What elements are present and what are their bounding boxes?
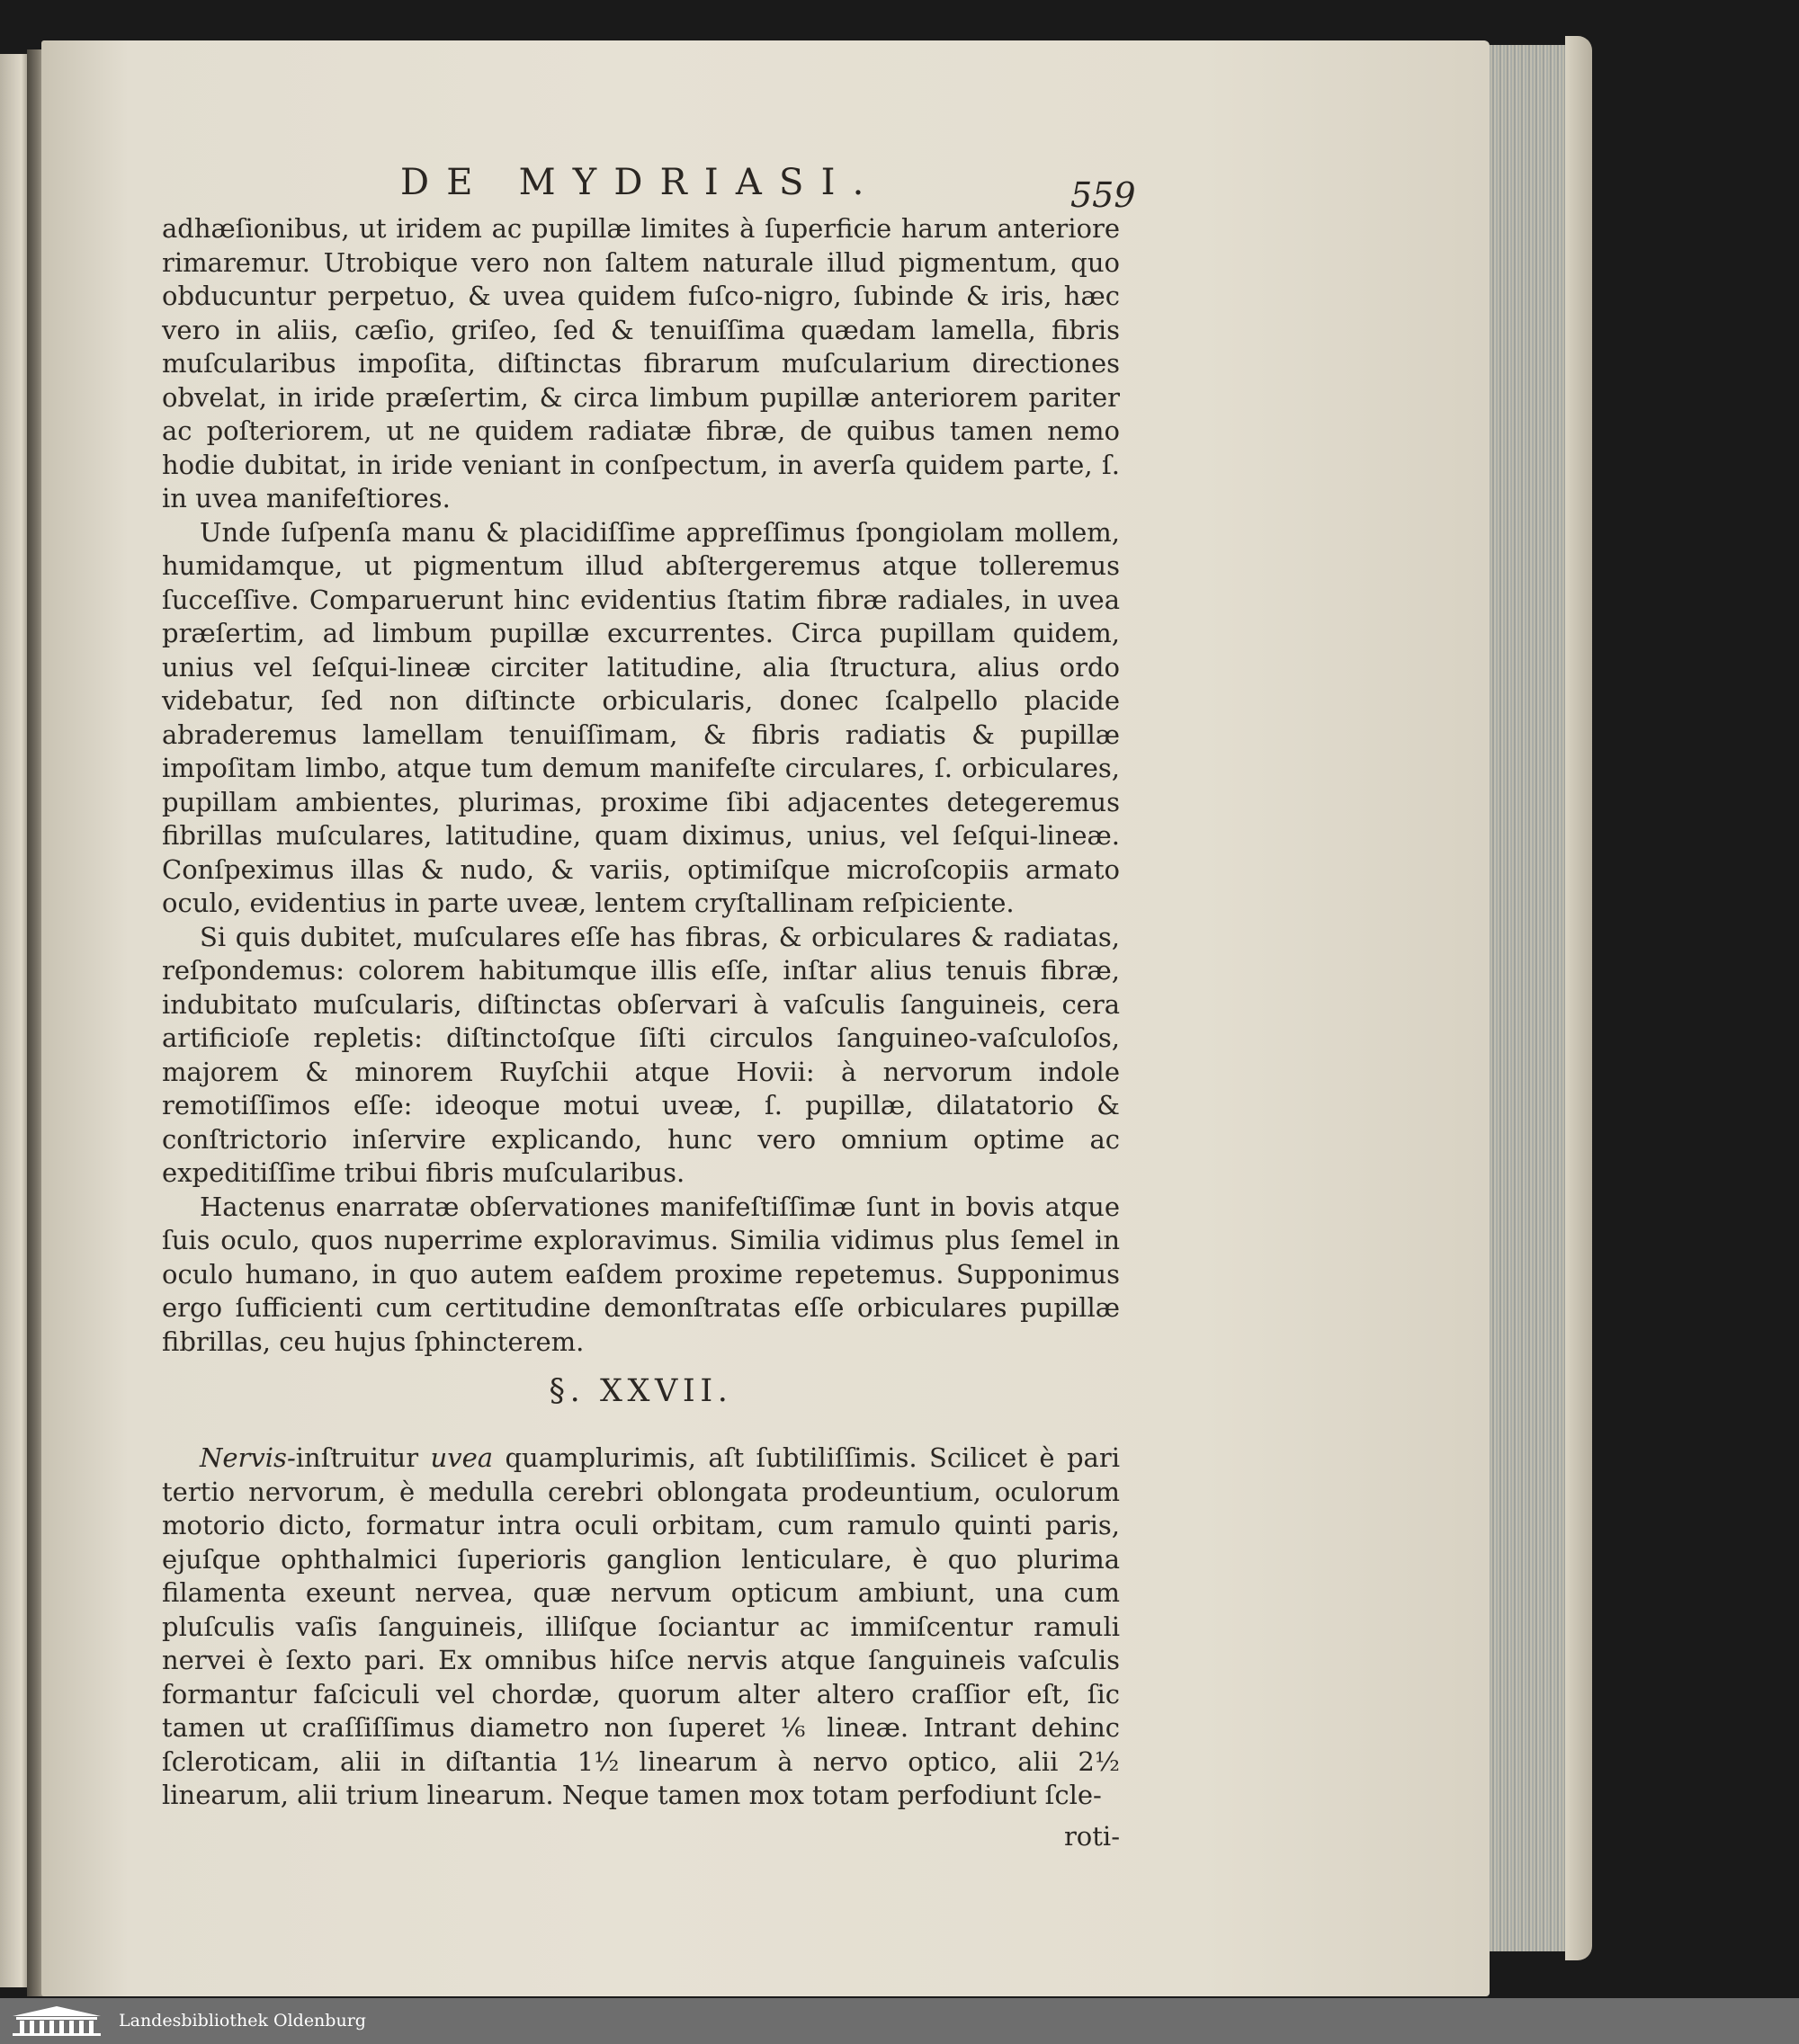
- paragraph-3: Si quis dubitet, muſculares eſſe has fibras, & orbiculares & radiatas, reſpondemus: colorem habitumque illis eſſe, inſtar alius tenuis fibræ, indubitato muſcularis, diſtinctas obſervari à vaſculis ſanguineis, cera artificioſe repletis: diſtinctoſque ſiſti circulos ſanguineo-vaſculoſos, majorem & minorem Ruyſchii atque Hovii: à nervorum indole remotiſſimos eſſe: ideoque motui uveæ, ſ. pupillæ, dilatatorio & conſtrictorio inſervire explicando, hunc vero omnium optime ac expeditiſſime tribui fibris muſcularibus.: [162, 921, 1120, 1188]
- paragraph-2: Unde ſuſpenſa manu & placidiſſime appreſſimus ſpongiolam mollem, humidamque, ut pigmentum illud abſtergeremus atque tolleremus ſucceſſive. Comparuerunt hinc evidentius ſtatim fibræ radiales, in uvea præſertim, ad limbum pupillæ excurrentes. Circa pupillam quidem, unius vel ſeſqui-lineæ circiter latitudine, alia ſtructura, alius ordo videbatur, ſed non diſtincte orbicularis, donec ſcalpello placide abraderemus lamellam tenuiſſimam, & fibris radiatis & pupillæ impoſitam limbo, atque tum demum manifeſte circulares, ſ. orbiculares, pupillam ambientes, plurimas, proxime ſibi adjacentes detegeremus fibrillas muſculares, latitudine, quam diximus, unius, vel ſeſqui-lineæ. Conſpeximus illas & nudo, & variis, optimiſque microſcopiis armato oculo, evidentius in parte uveæ, lentem cryſtallinam reſpiciente.: [162, 516, 1120, 918]
- paragraph-1: adhæſionibus, ut iridem ac pupillæ limites à ſuperficie harum anteriore rimaremur. Utrobique vero non ſaltem naturale illud pigmentum, quo obducuntur perpetuo, & uvea quidem fuſco-nigro, ſubinde & iris, hæc vero in aliis, cæſio, griſeo, ſed & tenuiſſima quædam lamella, fibris muſcularibus impoſita, diſtinctas fibrarum muſcularium directiones obvelat, in iride præſertim, & circa limbum pupillæ anteriorem pariter ac poſteriorem, ut ne quidem radiatæ fibræ, de quibus tamen nemo hodie dubitat, in iride veniant in conſpectum, in averſa quidem parte, ſ. in uvea manifeſtiores.: [162, 213, 1120, 513]
- running-head: DE MYDRIASI.: [400, 162, 882, 203]
- section-text-1: inſtruitur: [295, 1442, 431, 1473]
- book-cover-edge: [1565, 36, 1592, 1960]
- lead-word: Nervis-: [200, 1442, 296, 1473]
- left-page-edge: [0, 54, 31, 1987]
- catchword: roti-: [1063, 1820, 1120, 1852]
- footer-label: Landesbibliothek Oldenburg: [119, 2011, 366, 2031]
- text-block: [162, 212, 1120, 1853]
- library-building-icon: [7, 2004, 106, 2038]
- paragraph-4: Hactenus enarratæ obſervationes manifeſtiſſimæ ſunt in bovis atque ſuis oculo, quos nuperrime exploravimus. Similia vidimus plus ſemel in oculo humano, in quo autem eaſdem proxime repetemus. Supponimus ergo ſufficienti cum certitudine demonſtratas eſſe orbiculares pupillæ fibrillas, ceu hujus ſphincterem.: [162, 1191, 1120, 1357]
- footer-bar: [0, 1998, 1799, 2044]
- italic-word: uvea: [430, 1442, 494, 1473]
- section-paragraph: [162, 1442, 1120, 1813]
- section-heading: §. XXVII.: [549, 1373, 733, 1409]
- section-text-2: quamplurimis, aſt ſubtiliſſimis. Scilicet è pari tertio nervorum, è medulla cerebri oblongata prodeuntium, oculorum motorio dicto, formatur intra oculi orbitam, cum ramulo quinti paris, ejuſque ophthalmici ſuperioris ganglion lenticulare, è quo plurima filamenta exeunt nervea, quæ nervum opticum ambiunt, una cum pluſculis vaſis ſanguineis, illiſque ſociantur ac immiſcentur ramuli nervei è ſexto pari. Ex omnibus hiſce nervis atque ſanguineis vaſculis formantur faſciculi vel chordæ, quorum alter altero craſſior eſt, ſic tamen ut craſſiſſimus diametro non ſuperet ⅙ lineæ. Intrant dehinc ſcleroticam, alii in diſtantia 1½ linearum à nervo optico, alii 2½ linearum, alii trium linearum. Neque tamen mox totam perfodiunt ſcle-: [162, 1442, 1120, 1810]
- page-number: 559: [1070, 175, 1136, 215]
